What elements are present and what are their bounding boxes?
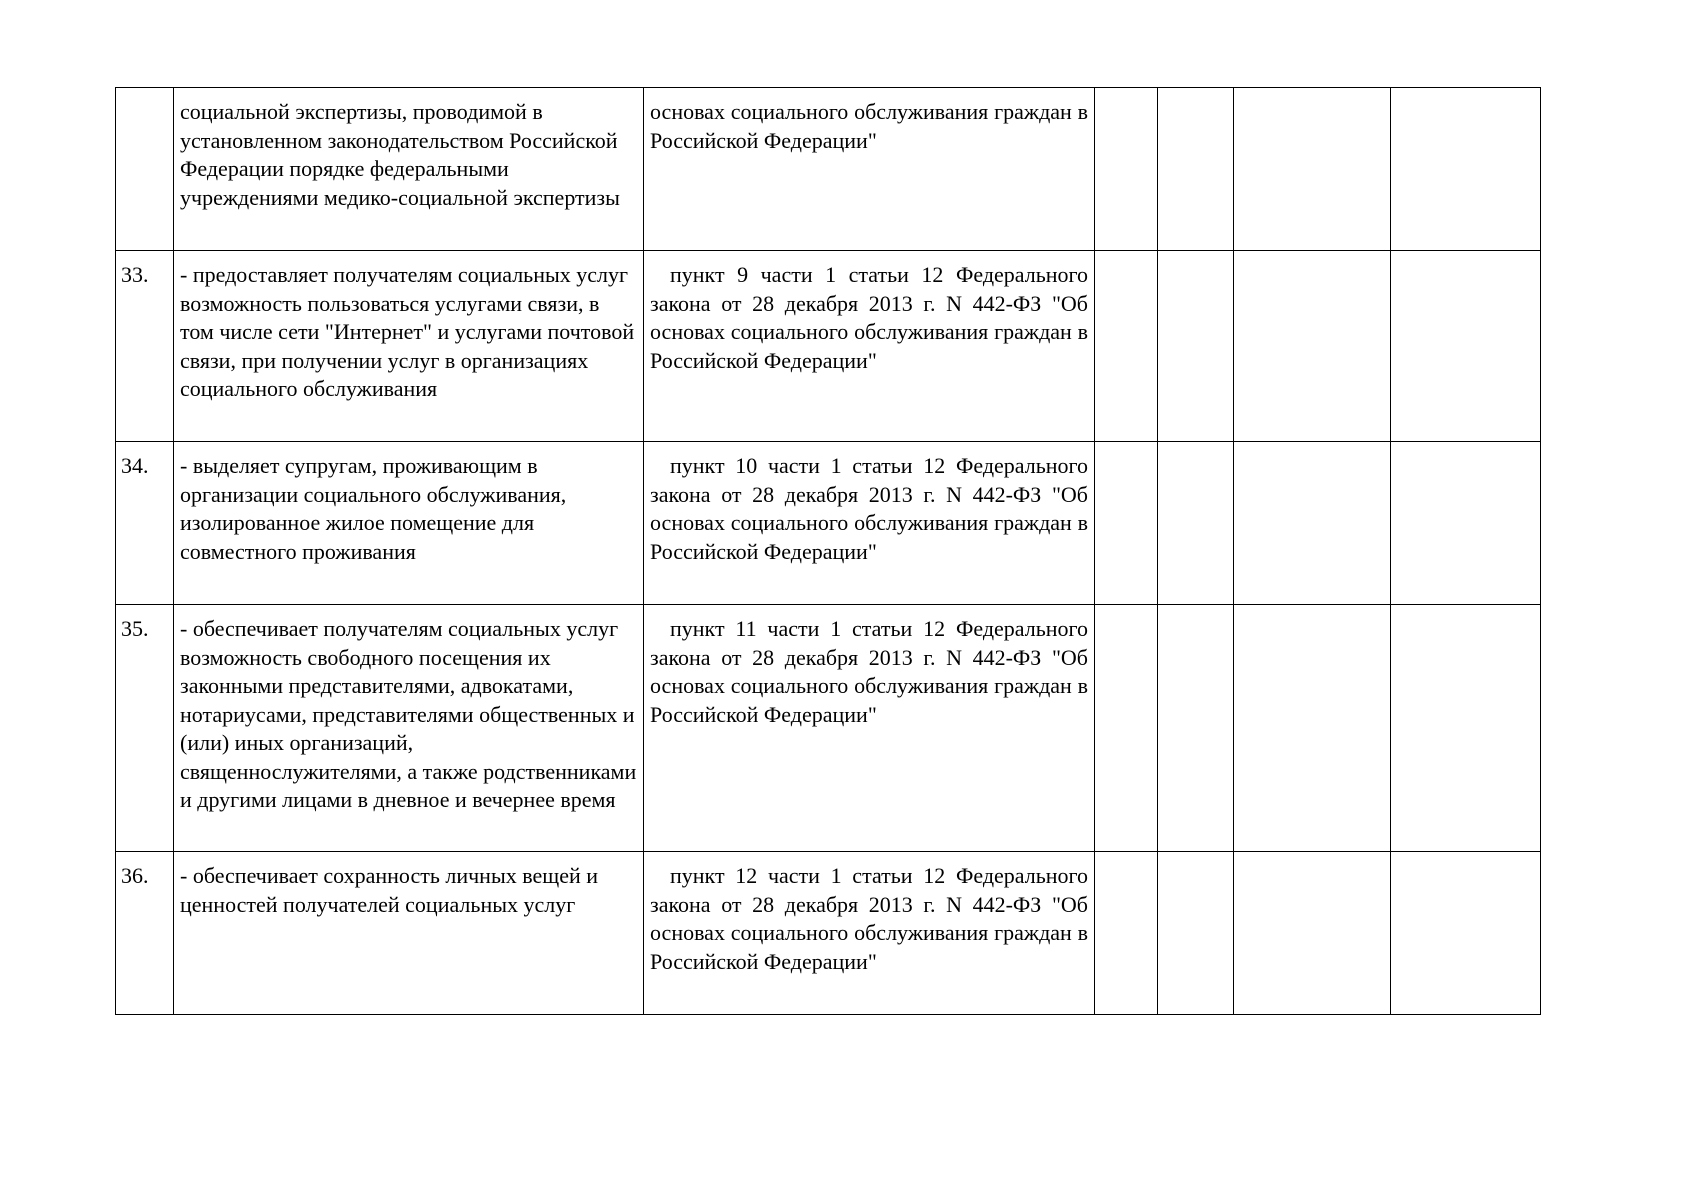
empty-cell bbox=[1158, 88, 1234, 251]
table-row bbox=[116, 852, 1541, 1015]
empty-cell bbox=[1158, 442, 1234, 605]
empty-cell bbox=[1095, 852, 1158, 1015]
legal-reference bbox=[644, 251, 1095, 442]
empty-cell bbox=[1234, 852, 1391, 1015]
row-number: 35. bbox=[116, 605, 174, 852]
requirement-text: - выделяет супругам, проживающим в организации социального обслуживания, изолированное жилое помещение для совместного проживания bbox=[174, 442, 644, 605]
empty-cell bbox=[1095, 88, 1158, 251]
legal-reference-text: пункт 12 части 1 статьи 12 Федерального закона от 28 декабря 2013 г. N 442-ФЗ "Об основах социального обслуживания граждан в Российской Федерации" bbox=[650, 863, 1088, 974]
table-row bbox=[116, 442, 1541, 605]
table-row bbox=[116, 251, 1541, 442]
empty-cell bbox=[1234, 88, 1391, 251]
row-number: 36. bbox=[116, 852, 174, 1015]
legal-reference-text: пункт 11 части 1 статьи 12 Федерального закона от 28 декабря 2013 г. N 442-ФЗ "Об основах социального обслуживания граждан в Российской Федерации" bbox=[650, 616, 1088, 727]
table-row bbox=[116, 88, 1541, 251]
requirement-text: - обеспечивает сохранность личных вещей и ценностей получателей социальных услуг bbox=[174, 852, 644, 1015]
row-number bbox=[116, 88, 174, 251]
legal-reference bbox=[644, 442, 1095, 605]
empty-cell bbox=[1391, 251, 1541, 442]
empty-cell bbox=[1158, 605, 1234, 852]
row-number: 33. bbox=[116, 251, 174, 442]
empty-cell bbox=[1391, 88, 1541, 251]
empty-cell bbox=[1095, 442, 1158, 605]
checklist-table bbox=[115, 87, 1541, 1015]
empty-cell bbox=[1158, 852, 1234, 1015]
legal-reference-text: основах социального обслуживания граждан в Российской Федерации" bbox=[650, 99, 1088, 153]
empty-cell bbox=[1095, 251, 1158, 442]
empty-cell bbox=[1391, 442, 1541, 605]
legal-reference bbox=[644, 605, 1095, 852]
empty-cell bbox=[1391, 852, 1541, 1015]
empty-cell bbox=[1234, 442, 1391, 605]
legal-reference-text: пункт 10 части 1 статьи 12 Федерального закона от 28 декабря 2013 г. N 442-ФЗ "Об основах социального обслуживания граждан в Российской Федерации" bbox=[650, 453, 1088, 564]
requirement-text: - обеспечивает получателям социальных услуг возможность свободного посещения их законными представителями, адвокатами, нотариусами, представителями общественных и (или) иных организаций, священнослужителями, а также родственниками и другими лицами в дневное и вечернее время bbox=[174, 605, 644, 852]
empty-cell bbox=[1095, 605, 1158, 852]
empty-cell bbox=[1234, 251, 1391, 442]
row-number: 34. bbox=[116, 442, 174, 605]
legal-reference-text: пункт 9 части 1 статьи 12 Федерального закона от 28 декабря 2013 г. N 442-ФЗ "Об основах социального обслуживания граждан в Российской Федерации" bbox=[650, 262, 1088, 373]
empty-cell bbox=[1234, 605, 1391, 852]
empty-cell bbox=[1391, 605, 1541, 852]
requirement-text: - предоставляет получателям социальных услуг возможность пользоваться услугами связи, в том числе сети "Интернет" и услугами почтовой связи, при получении услуг в организациях социального обслуживания bbox=[174, 251, 644, 442]
legal-reference bbox=[644, 88, 1095, 251]
table-row bbox=[116, 605, 1541, 852]
requirement-text: социальной экспертизы, проводимой в установленном законодательством Российской Федерации порядке федеральными учреждениями медико-социальной экспертизы bbox=[174, 88, 644, 251]
empty-cell bbox=[1158, 251, 1234, 442]
legal-reference bbox=[644, 852, 1095, 1015]
